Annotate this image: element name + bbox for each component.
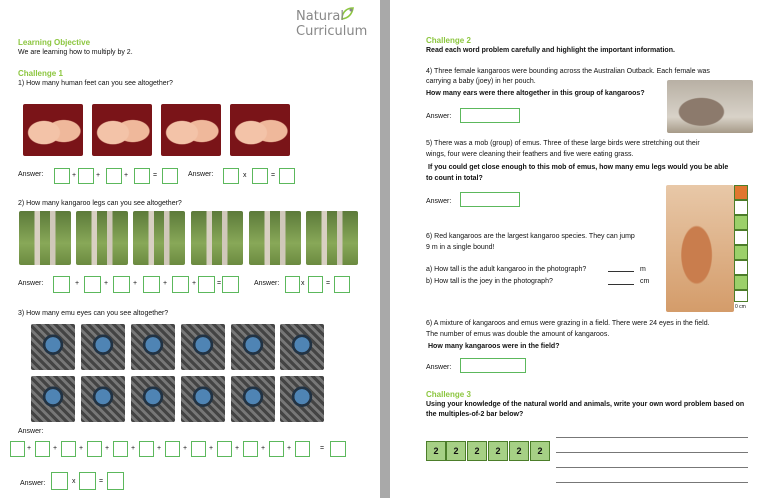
question-1: 1) How many human feet can you see altogether?: [18, 80, 173, 87]
q6a-text: a) How tall is the adult kangaroo in the photograph?: [426, 266, 587, 273]
answer-box[interactable]: [279, 168, 295, 184]
answer-box[interactable]: [139, 441, 154, 457]
kangaroo-legs-photo: [249, 211, 301, 265]
emu-head-photo: [31, 376, 75, 422]
times-sign: x: [72, 478, 76, 485]
q7-line2: The number of emus was double the amount of kangaroos.: [426, 331, 610, 338]
writing-line[interactable]: [556, 437, 748, 438]
worksheet-page-left: [0, 0, 380, 498]
emu-head-photo: [280, 376, 324, 422]
answer-box[interactable]: [35, 441, 50, 457]
question-3: 3) How many emu eyes can you see altogether?: [18, 310, 169, 317]
plus-sign: +: [96, 172, 101, 179]
answer-label: Answer:: [18, 280, 44, 287]
answer-box[interactable]: [330, 441, 346, 457]
answer-input[interactable]: [460, 108, 520, 123]
ruler-segment: [734, 260, 748, 275]
answer-box[interactable]: [217, 441, 232, 457]
objective-text: We are learning how to multiply by 2.: [18, 49, 133, 56]
answer-box[interactable]: [79, 472, 96, 490]
plus-sign: +: [261, 445, 266, 452]
plus-sign: +: [131, 445, 136, 452]
multiples-bar-cell: 2: [509, 441, 529, 461]
plus-sign: +: [105, 445, 110, 452]
answer-box[interactable]: [308, 276, 323, 293]
q4-line1: 4) Three female kangaroos were bounding across the Australian Outback. Each female was: [426, 68, 710, 75]
worksheet-page-right: [390, 0, 765, 498]
ruler-segment: [734, 245, 748, 260]
plus-sign: +: [53, 445, 58, 452]
logo-line2: Curriculum: [296, 24, 368, 39]
ruler-segment: [734, 230, 748, 245]
ruler-segment: [734, 275, 748, 290]
plus-sign: +: [192, 280, 197, 287]
plus-sign: +: [163, 280, 168, 287]
q6-line1: 6) Red kangaroos are the largest kangaroo species. They can jump: [426, 233, 635, 240]
multiples-bar-cell: 2: [426, 441, 446, 461]
answer-box[interactable]: [87, 441, 102, 457]
q6b-answer-line[interactable]: [608, 284, 634, 285]
equals-sign: =: [320, 445, 325, 452]
ruler-segment: [734, 185, 748, 200]
q6b-text: b) How tall is the joey in the photograph?: [426, 278, 553, 285]
q6a-answer-line[interactable]: [608, 271, 634, 272]
answer-label: Answer:: [254, 280, 280, 287]
q5-question-line2: to count in total?: [426, 175, 483, 182]
answer-box[interactable]: [252, 168, 268, 184]
red-kangaroo-photo: [666, 185, 734, 312]
q7-question: How many kangaroos were in the field?: [428, 343, 560, 350]
answer-box[interactable]: [295, 441, 310, 457]
answer-label: Answer:: [18, 428, 44, 435]
multiples-bar-cell: 2: [446, 441, 466, 461]
equals-sign: =: [326, 280, 331, 287]
answer-box[interactable]: [143, 276, 160, 293]
writing-line[interactable]: [556, 467, 748, 468]
answer-box[interactable]: [191, 441, 206, 457]
answer-label: Answer:: [18, 171, 44, 178]
challenge3-line1: Using your knowledge of the natural world and animals, write your own word problem based on: [426, 401, 745, 408]
q5-line2: wings, four were cleaning their feathers and five were eating grass.: [426, 151, 634, 158]
answer-input[interactable]: [460, 192, 520, 207]
equals-sign: =: [99, 478, 104, 485]
answer-box[interactable]: [53, 276, 70, 293]
challenge3-line2: the multiples-of-2 bar below?: [426, 411, 524, 418]
plus-sign: +: [133, 280, 138, 287]
answer-label: Answer:: [426, 198, 452, 205]
answer-box[interactable]: [10, 441, 25, 457]
emu-head-photo: [81, 376, 125, 422]
answer-box[interactable]: [78, 168, 94, 184]
plus-sign: +: [27, 445, 32, 452]
ruler-zero-label: 0 cm: [735, 304, 746, 310]
ruler-segment: [734, 200, 748, 215]
plus-sign: +: [287, 445, 292, 452]
ruler-segment: [734, 290, 748, 302]
q7-line1: 6) A mixture of kangaroos and emus were grazing in a field. There were 24 eyes in the field.: [426, 320, 710, 327]
multiples-bar-cell: 2: [530, 441, 550, 461]
writing-line[interactable]: [556, 452, 748, 453]
answer-box[interactable]: [113, 276, 130, 293]
kangaroo-legs-photo: [76, 211, 128, 265]
plus-sign: +: [79, 445, 84, 452]
emu-head-photo: [280, 324, 324, 370]
times-sign: x: [243, 172, 247, 179]
answer-label: Answer:: [188, 171, 214, 178]
q5-question-line1: If you could get close enough to this mob of emus, how many emu legs would you be able: [428, 164, 729, 171]
challenge1-heading: Challenge 1: [18, 69, 63, 78]
objective-heading: Learning Objective: [18, 38, 91, 47]
answer-box[interactable]: [61, 441, 76, 457]
writing-line[interactable]: [556, 482, 748, 483]
q6a-unit: m: [640, 266, 646, 273]
challenge2-heading: Challenge 2: [426, 36, 471, 45]
answer-box[interactable]: [165, 441, 180, 457]
kangaroo-legs-photo: [191, 211, 243, 265]
emu-head-photo: [81, 324, 125, 370]
q4-line2: carrying a baby (joey) in her pouch.: [426, 78, 536, 85]
equals-sign: =: [217, 280, 222, 287]
times-sign: x: [301, 280, 305, 287]
q6b-unit: cm: [640, 278, 650, 285]
equals-sign: =: [271, 172, 276, 179]
answer-box[interactable]: [106, 168, 122, 184]
plus-sign: +: [209, 445, 214, 452]
answer-box[interactable]: [162, 168, 178, 184]
kangaroo-legs-photo: [306, 211, 358, 265]
emu-head-photo: [131, 376, 175, 422]
emu-head-photo: [231, 376, 275, 422]
plus-sign: +: [235, 445, 240, 452]
answer-label: Answer:: [426, 364, 452, 371]
emu-head-photo: [181, 376, 225, 422]
equals-sign: =: [153, 172, 158, 179]
kangaroo-legs-photo: [133, 211, 185, 265]
multiples-bar-cell: 2: [488, 441, 508, 461]
multiples-bar-cell: 2: [467, 441, 487, 461]
answer-box[interactable]: [172, 276, 189, 293]
answer-box[interactable]: [54, 168, 70, 184]
challenge2-instruction: Read each word problem carefully and highlight the important information.: [426, 47, 675, 54]
answer-box[interactable]: [84, 276, 101, 293]
q6-line2: 9 m in a single bound!: [426, 244, 495, 251]
logo-line1: Natural: [296, 9, 344, 24]
feet-photo: [23, 104, 83, 156]
answer-box[interactable]: [134, 168, 150, 184]
answer-input[interactable]: [460, 358, 526, 373]
ruler-segment: [734, 215, 748, 230]
question-2: 2) How many kangaroo legs can you see altogether?: [18, 200, 182, 207]
plus-sign: +: [72, 172, 77, 179]
plus-sign: +: [183, 445, 188, 452]
kangaroo-with-joey-photo: [667, 80, 753, 133]
emu-head-photo: [231, 324, 275, 370]
challenge3-heading: Challenge 3: [426, 390, 471, 399]
answer-label: Answer:: [426, 113, 452, 120]
q5-line1: 5) There was a mob (group) of emus. Three of these large birds were stretching out their: [426, 140, 700, 147]
q4-question: How many ears were there altogether in this group of kangaroos?: [426, 90, 645, 97]
plus-sign: +: [157, 445, 162, 452]
plus-sign: +: [75, 280, 80, 287]
emu-head-photo: [131, 324, 175, 370]
answer-box[interactable]: [107, 472, 124, 490]
answer-box[interactable]: [222, 276, 239, 293]
answer-box[interactable]: [51, 472, 68, 490]
feet-photo: [161, 104, 221, 156]
plus-sign: +: [104, 280, 109, 287]
kangaroo-legs-photo: [19, 211, 71, 265]
answer-box[interactable]: [198, 276, 215, 293]
feet-photo: [230, 104, 290, 156]
answer-label: Answer:: [20, 480, 46, 487]
answer-box[interactable]: [285, 276, 300, 293]
answer-box[interactable]: [269, 441, 284, 457]
emu-head-photo: [31, 324, 75, 370]
answer-box[interactable]: [334, 276, 350, 293]
answer-box[interactable]: [113, 441, 128, 457]
answer-box[interactable]: [243, 441, 258, 457]
answer-box[interactable]: [223, 168, 239, 184]
feet-photo: [92, 104, 152, 156]
plus-sign: +: [124, 172, 129, 179]
emu-head-photo: [181, 324, 225, 370]
